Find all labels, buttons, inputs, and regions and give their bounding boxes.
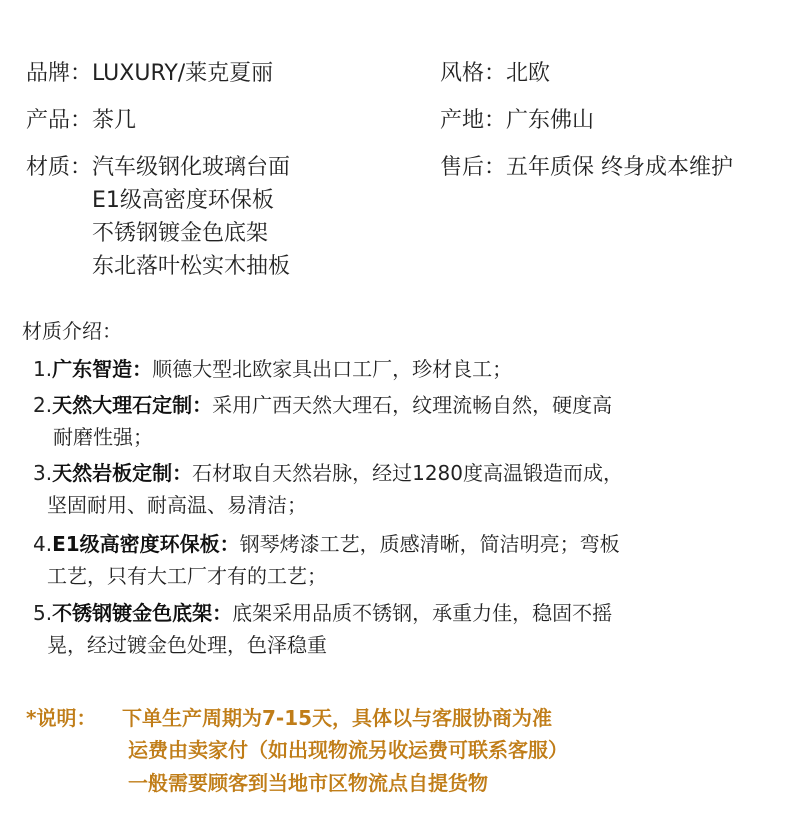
spec-service-label: 售后：: [440, 155, 507, 180]
note-line: 下单生产周期为7-15天，具体以与客服协商为准: [122, 706, 553, 730]
feature-text: 顺德大型北欧家具出口工厂，珍材良工；: [152, 357, 513, 381]
spec-style: [440, 57, 550, 90]
material-item: 东北落叶松实木抽板: [92, 254, 291, 279]
feature-text: 石材取自天然岩脉，经过1280度高温锻造而成，: [192, 461, 623, 485]
feature-text-cont: 工艺，只有大工厂才有的工艺；: [47, 564, 327, 588]
feature-text-cont: 晃，经过镀金色处理，色泽稳重: [47, 633, 327, 657]
feature-number: 3.: [33, 461, 53, 485]
spec-material: [26, 151, 290, 283]
feature-item: [33, 389, 773, 453]
intro-title: 材质介绍：: [22, 319, 122, 343]
note-line: 运费由卖家付（如出现物流另收运费可联系客服）: [128, 738, 568, 762]
feature-text-cont: 坚固耐用、耐高温、易清洁；: [47, 493, 307, 517]
feature-text: 钢琴烤漆工艺，质感清晰，简洁明亮；弯板: [239, 532, 620, 556]
feature-number: 1.: [33, 357, 53, 381]
spec-brand: [26, 57, 273, 90]
feature-heading: 不锈钢镀金色底架：: [52, 601, 233, 625]
feature-number: 2.: [33, 393, 53, 417]
feature-item: [33, 528, 773, 592]
spec-material-values: [92, 151, 290, 283]
spec-brand-value: LUXURY/莱克夏丽: [92, 61, 274, 86]
feature-heading: E1级高密度环保板：: [52, 532, 240, 556]
feature-number: 4.: [33, 532, 53, 556]
spec-product-label: 产品：: [26, 108, 93, 133]
spec-brand-label: 品牌：: [26, 61, 93, 86]
material-item: 汽车级钢化玻璃台面: [92, 155, 291, 180]
feature-item: [33, 353, 773, 385]
spec-origin-value: 广东佛山: [506, 108, 595, 133]
material-item: 不锈钢镀金色底架: [92, 221, 269, 246]
spec-product: [26, 104, 136, 137]
feature-text: 采用广西天然大理石，纹理流畅自然，硬度高: [212, 393, 613, 417]
spec-style-value: 北欧: [506, 61, 551, 86]
spec-service-value: 五年质保 终身成本维护: [506, 155, 734, 180]
spec-material-label: 材质：: [26, 155, 93, 180]
spec-style-label: 风格：: [440, 61, 507, 86]
note-line: 一般需要顾客到当地市区物流点自提货物: [128, 771, 488, 795]
feature-item: [33, 457, 773, 521]
feature-heading: 天然岩板定制：: [52, 461, 193, 485]
feature-heading: 广东智造：: [52, 357, 153, 381]
feature-text: 底架采用品质不锈钢，承重力佳，稳固不摇: [232, 601, 613, 625]
feature-heading: 天然大理石定制：: [52, 393, 213, 417]
spec-origin: [440, 104, 594, 137]
feature-item: [33, 597, 773, 661]
feature-number: 5.: [33, 601, 53, 625]
spec-origin-label: 产地：: [440, 108, 507, 133]
material-item: E1级高密度环保板: [92, 188, 274, 213]
note-label: *说明：: [26, 706, 97, 730]
spec-service: [440, 151, 733, 184]
spec-product-value: 茶几: [92, 108, 137, 133]
feature-text-cont: 耐磨性强；: [53, 425, 153, 449]
